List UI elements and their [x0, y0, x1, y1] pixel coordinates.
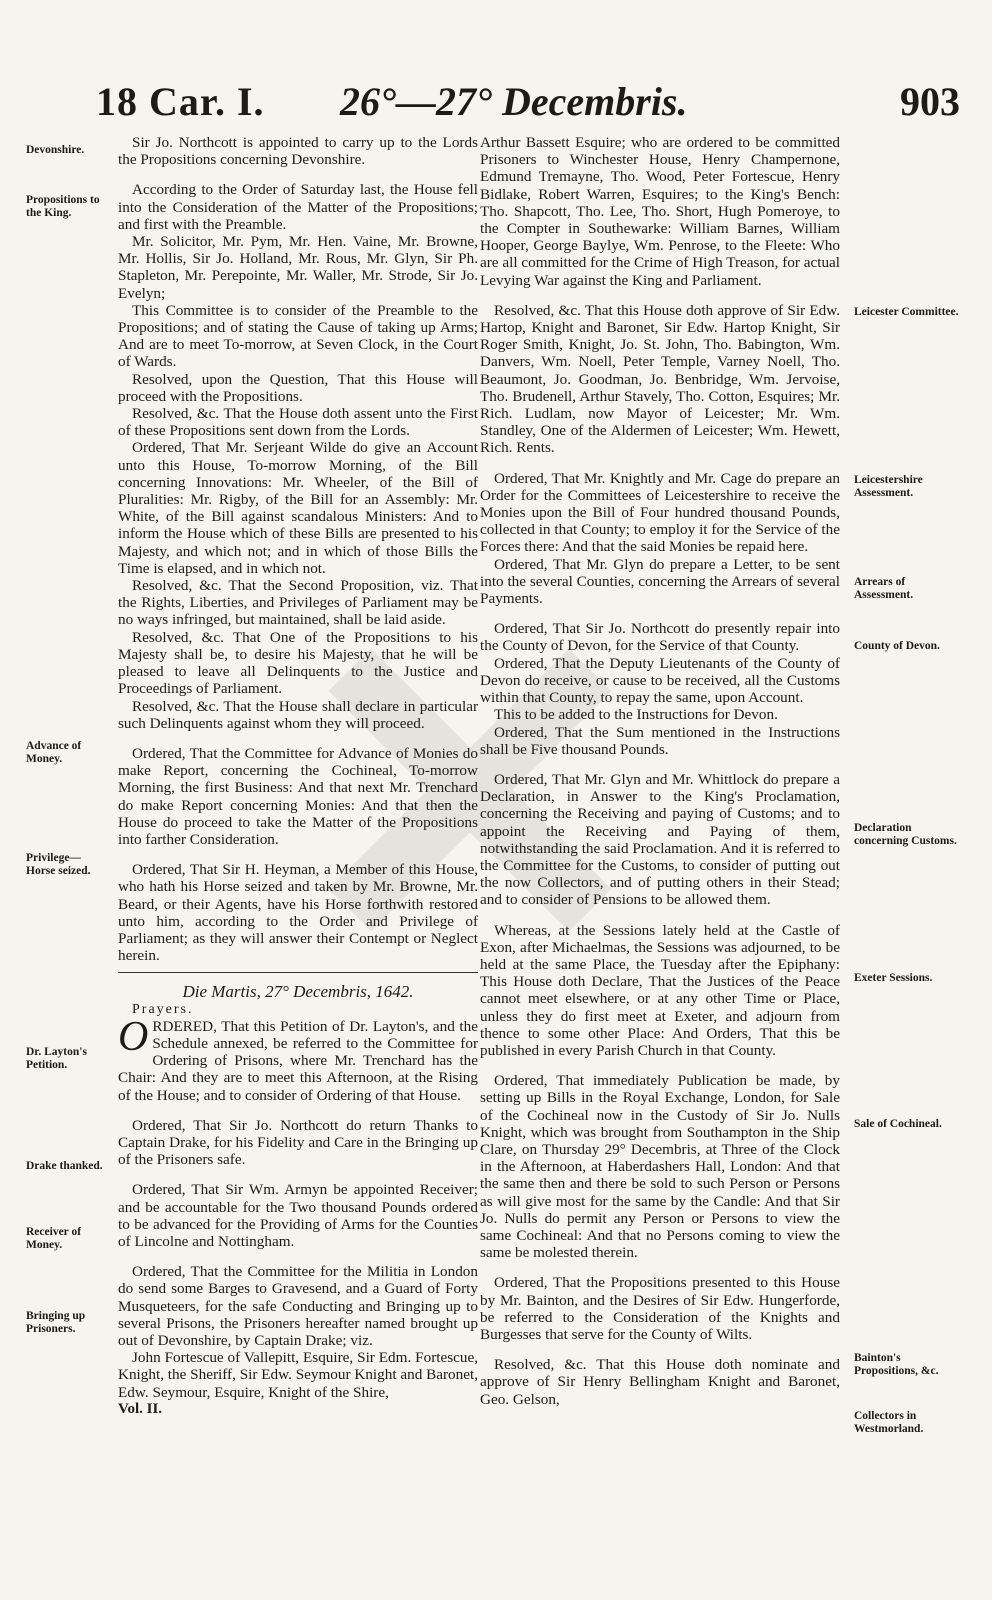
left-column	[118, 134, 478, 1418]
margin-note: Leicestershire Assessment.	[854, 474, 923, 499]
paragraph: Sir Jo. Northcott is appointed to carry up to the Lords the Propositions concerning Devonshire.	[118, 134, 478, 169]
margin-note: Receiver of Money.	[26, 1226, 82, 1251]
margin-note: Drake thanked.	[26, 1160, 103, 1172]
section-divider	[118, 972, 478, 973]
paragraph: Whereas, at the Sessions lately held at the Castle of Exon, after Michaelmas, the Sessions was adjourned, to be held at the same Place, the Tuesday after the Epiphany: This House doth Declare, That the Justices of the Peace cannot meet elsewhere, or at any other Time or Place, unless they do first meet at Exeter, and adjourn from thence to some other Place: And Orders, That this be published in every Parish Church in that County.	[480, 921, 840, 1059]
margin-note: Devonshire.	[26, 144, 85, 156]
paragraph: Resolved, upon the Question, That this House will proceed with the Propositions.	[118, 370, 478, 405]
paragraph: Resolved, &c. That One of the Propositions to his Majesty shall be, to desire his Majesty, that he will be pleased to leave all Delinquents to the Justice and Proceedings of Parliament.	[118, 628, 478, 698]
paragraph: This Committee is to consider of the Preamble to the Propositions; and of stating the Cause of taking up Arms; And are to meet To-morrow, at Seven Clock, in the Court of Wards.	[118, 301, 478, 371]
margin-note: Exeter Sessions.	[854, 972, 933, 984]
paragraph-dropcap: ORDERED, That this Petition of Dr. Layton's, and the Schedule annexed, be referred to the Committee for Ordering of Prisons, where Mr. Trenchard has the Chair: And they are to meet this Afternoon, at the Rising of the House; and to consider of Ordering of that House.	[118, 1013, 478, 1104]
day-heading: Die Martis, 27° Decembris, 1642.	[182, 982, 414, 1002]
margin-note: Advance of Money.	[26, 740, 82, 765]
paragraph: Ordered, That the Deputy Lieutenants of the County of Devon do receive, or cause to be received, all the Customs within that County, to repay the same, upon Account.	[480, 654, 840, 707]
margin-note: Sale of Cochineal.	[854, 1118, 942, 1130]
margin-note: Propositions to the King.	[26, 194, 100, 219]
margin-note: County of Devon.	[854, 640, 940, 652]
paragraph: This to be added to the Instructions for Devon.	[494, 706, 778, 724]
margin-note: Declaration concerning Customs.	[854, 822, 957, 847]
margin-note: Bringing up Prisoners.	[26, 1310, 86, 1335]
paragraph: Ordered, That the Committee for Advance of Monies do make Report, concerning the Cochineal, To-morrow Morning, the first Business: And that next Mr. Trenchard do make Report concerning Monies: And that then the House do proceed to take the Matter of the Propositions into farther Consideration.	[118, 744, 478, 848]
margin-note: Arrears of Assessment.	[854, 576, 914, 601]
paragraph: Ordered, That immediately Publication be made, by setting up Bills in the Royal Exchange, London, for Sale of the Cochineal now in the Custody of Sir Jo. Nulls Knight, which was brought from Southampton in the Ship Clare, on Thursday 29° Decembris, at Three of the Clock in the Afternoon, at Haberdashers Hall, London: And that the same then and there be sold to such Person or Persons as will give most for the same by the Candle: And that Sir Jo. Nulls do permit any Person or Persons to view the same Cochineal: And that no Persons coming to view the same be molested therein.	[480, 1072, 840, 1262]
paragraph: Ordered, That Mr. Knightly and Mr. Cage do prepare an Order for the Committees of Leicestershire to receive the Monies upon the Bill of Four hundred thousand Pounds, collected in that County; to employ it for the Service of the Forces there: And that the said Monies be repaid here.	[480, 469, 840, 556]
paragraph: Resolved, &c. That this House doth nominate and approve of Sir Henry Bellingham Knight and Baronet, Geo. Gelson,	[480, 1356, 840, 1408]
page-number: 903	[900, 79, 960, 124]
volume-signature: Vol. II.	[118, 1400, 163, 1417]
paragraph: Resolved, &c. That the Second Proposition, viz. That the Rights, Liberties, and Privileges of Parliament may be no ways infringed, but maintained, shall be laid aside.	[118, 577, 478, 629]
paragraph: Resolved, &c. That the House shall declare in particular such Delinquents against whom they will proceed.	[118, 697, 478, 732]
paragraph: Ordered, That Mr. Glyn and Mr. Whittlock do prepare a Declaration, in Answer to the King's Proclamation, concerning the Receiving and paying of Customs; and to appoint the Receiving and Paying of them, notwithstanding the said Proclamation. And it is referred to the Committee for the Customs, to consider of putting out the now Collectors, and of putting others in their Stead; and to consider of Pensions to be allowed them.	[480, 770, 840, 909]
paragraph: Ordered, That Sir Jo. Northcott do presently repair into the County of Devon, for the Service of that County.	[480, 620, 840, 655]
paragraph: Resolved, &c. That this House doth approve of Sir Edw. Hartop, Knight and Baronet, Sir Edw. Hartop Knight, Sir Roger Smith, Knight, Jo. St. John, Tho. Babington, Wm. Danvers, Wm. Noell, Peter Temple, Varney Noell, Tho. Beaumont, Jo. Goodman, Jo. Benbridge, Wm. Jervoise, Tho. Brudenell, Arthur Stavely, Tho. Cotton, Esquires; Mr. Rich. Ludlam, now Mayor of Leicester; Mr. Wm. Standley, One of the Aldermen of Leicester; Wm. Hewett, Rich. Rents.	[480, 301, 840, 457]
running-head-left: 18 Car. I.	[96, 79, 265, 124]
margin-note: Collectors in Westmorland.	[854, 1410, 924, 1435]
paragraph: Resolved, &c. That the House doth assent unto the First of these Propositions sent down from the Lords.	[118, 405, 478, 440]
paragraph: Arthur Bassett Esquire; who are ordered to be committed Prisoners to Winchester House, Henry Champernone, Edmund Tremayne, Tho. Wood, Peter Fortescue, Henry Bidlake, Robert Warren, Esquires; to the King's Bench: Tho. Shapcott, Tho. Lee, Tho. Short, Hugh Pomeroye, to the Compter in Southewarke: William Barnes, William Hooper, George Baylye, Wm. Penrose, to the Fleete: Who are all committed for the Crime of High Treason, for actual Levying War against the King and Parliament.	[480, 134, 840, 289]
margin-note: Bainton's Propositions, &c.	[854, 1352, 939, 1377]
paragraph: Ordered, That the Committee for the Militia in London do send some Barges to Gravesend, and a Guard of Forty Musqueteers, for the safe Conducting and Bringing up to several Prisons, the Prisoners hereafter named brought up out of Devonshire, by Captain Drake; viz.	[118, 1263, 478, 1349]
drop-cap: O	[118, 1013, 149, 1060]
paragraph: Ordered, That the Propositions presented to this House by Mr. Bainton, and the Desires of Sir Edw. Hungerforde, be referred to the Consideration of the Knights and Burgesses that serve for the County of Wilts.	[480, 1274, 840, 1343]
right-column	[480, 134, 840, 1408]
paragraph: Mr. Solicitor, Mr. Pym, Mr. Hen. Vaine, Mr. Browne, Mr. Hollis, Sir Jo. Holland, Mr. Rous, Mr. Glyn, Sir Ph. Stapleton, Mr. Perepointe, Mr. Waller, Mr. Strode, Sir Jo. Evelyn;	[118, 233, 478, 302]
prayers-heading: Prayers.	[132, 1001, 194, 1017]
margin-note: Privilege—Horse seized.	[26, 852, 91, 877]
margin-note: Dr. Layton's Petition.	[26, 1046, 87, 1071]
page-header	[0, 74, 992, 134]
paragraph: Ordered, That Mr. Serjeant Wilde do give an Account unto this House, To-morrow Morning, of the Bill concerning Innovations: Mr. Wheeler, of the Bill of Pluralities: Mr. Rigby, of the Bill for an Assembly: Mr. White, of the Bill against scandalous Ministers: And to inform the House which of these Bills are presented to his Majesty, and which not; and in which of those Bills the Time is elapsed, and in which not.	[118, 439, 478, 577]
paragraph: Ordered, That Sir H. Heyman, a Member of this House, who hath his Horse seized and taken by Mr. Browne, Mr. Beard, or their Agents, have his Horse forthwith restored unto him, according to the Order and Privilege of Parliament; as they will answer their Contempt or Neglect herein.	[118, 861, 478, 965]
paragraph: Ordered, That Mr. Glyn do prepare a Letter, to be sent into the several Counties, concerning the Arrears of several Payments.	[480, 555, 840, 608]
paragraph: Ordered, That the Sum mentioned in the Instructions shall be Five thousand Pounds.	[480, 723, 840, 758]
paragraph: John Fortescue of Vallepitt, Esquire, Sir Edm. Fortescue, Knight, the Sheriff, Sir Edw. Seymour Knight and Baronet, Edw. Seymour, Esquire, Knight of the Shire,	[118, 1349, 478, 1401]
paragraph: Ordered, That Sir Jo. Northcott do return Thanks to Captain Drake, for his Fidelity and Care in the Bringing up of the Prisoners safe.	[118, 1116, 478, 1169]
running-head-date: 26°—27° Decembris.	[340, 79, 688, 124]
margin-note: Leicester Committee.	[854, 306, 959, 318]
paragraph: According to the Order of Saturday last, the House fell into the Consideration of the Matter of the Propositions; and first with the Preamble.	[118, 181, 478, 233]
paragraph: Ordered, That Sir Wm. Armyn be appointed Receiver; and be accountable for the Two thousand Pounds ordered to be advanced for the Providing of Arms for the Counties of Lincolne and Nottingham.	[118, 1181, 478, 1250]
